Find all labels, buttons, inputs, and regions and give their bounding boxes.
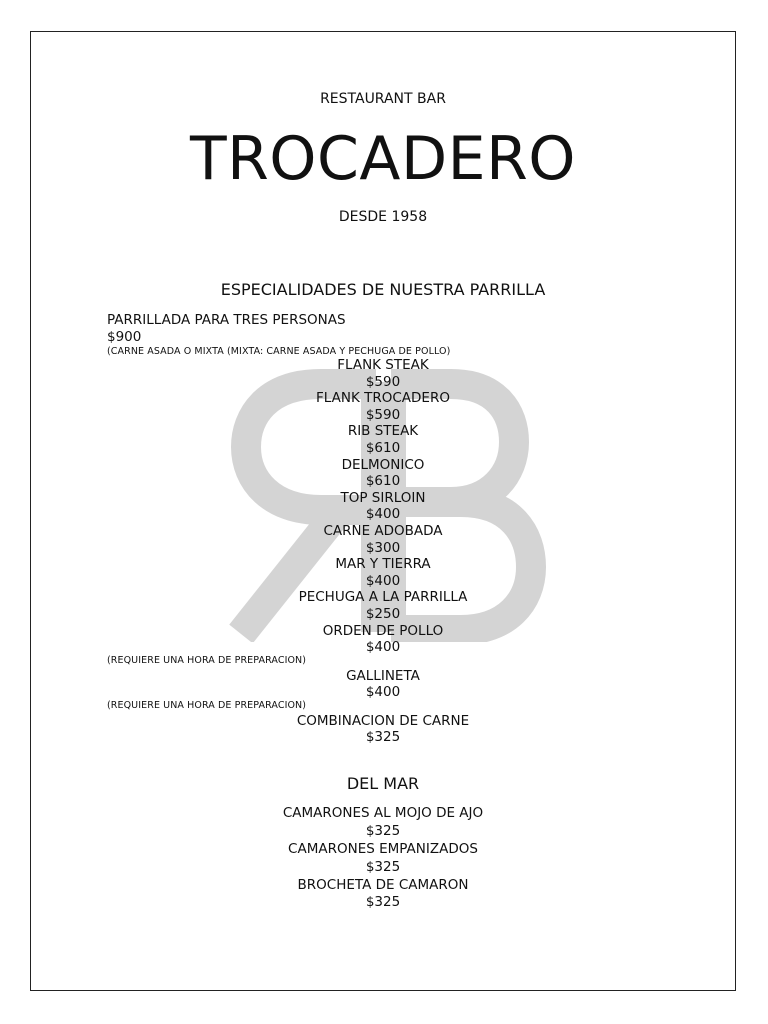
menu-item: [31, 713, 735, 746]
menu-item: [31, 457, 735, 490]
menu-item: [31, 668, 735, 701]
menu-item: [31, 805, 735, 841]
menu-item: [31, 877, 735, 913]
item-price: $300: [365, 539, 401, 556]
item-price: $250: [365, 605, 401, 622]
item-name: RIB STEAK: [347, 423, 419, 440]
menu-item: [31, 623, 735, 656]
item-name: CAMARONES AL MOJO DE AJO: [282, 805, 484, 821]
item-price: $325: [365, 729, 401, 746]
item-price: $610: [365, 473, 401, 490]
item-name: COMBINACION DE CARNE: [296, 712, 470, 729]
item-price: $400: [365, 684, 401, 701]
item-name: BROCHETA DE CAMARON: [297, 876, 469, 893]
featured-item-note: (CARNE ASADA O MIXTA (MIXTA: CARNE ASADA Y PECHUGA DE POLLO): [107, 346, 451, 357]
item-name: MAR Y TIERRA: [335, 556, 431, 573]
item-name: FLANK STEAK: [337, 357, 429, 373]
prep-note: (REQUIERE UNA HORA DE PREPARACION): [107, 655, 307, 666]
restaurant-title: TROCADERO: [189, 124, 577, 194]
featured-item-name: PARRILLADA PARA TRES PERSONAS: [107, 312, 346, 328]
grill-item-list: [31, 357, 735, 746]
item-name: DELMONICO: [341, 456, 425, 473]
item-price: $325: [365, 894, 401, 911]
item-name: GALLINETA: [346, 667, 420, 684]
item-name: CARNE ADOBADA: [323, 522, 443, 539]
menu-item: [31, 423, 735, 456]
menu-item: [31, 357, 735, 390]
item-price: $590: [365, 373, 401, 390]
featured-item-price: $900: [107, 329, 142, 345]
item-price: $610: [365, 439, 401, 456]
item-name: ORDEN DE POLLO: [322, 622, 444, 639]
since-year: DESDE 1958: [338, 209, 428, 225]
prep-note: (REQUIERE UNA HORA DE PREPARACION): [107, 700, 307, 711]
menu-item: [31, 490, 735, 523]
item-price: $325: [365, 822, 401, 839]
sea-item-list: [31, 805, 735, 912]
item-price: $400: [365, 506, 401, 523]
item-name: CAMARONES EMPANIZADOS: [288, 840, 478, 857]
item-name: PECHUGA A LA PARRILLA: [298, 589, 468, 606]
grill-section-heading: ESPECIALIDADES DE NUESTRA PARRILLA: [220, 280, 546, 299]
menu-item: [31, 556, 735, 589]
item-price: $400: [365, 639, 401, 656]
sea-section-heading: DEL MAR: [346, 774, 420, 793]
item-price: $590: [365, 406, 401, 423]
item-price: $325: [365, 858, 401, 875]
menu-item: [31, 589, 735, 622]
item-name: FLANK TROCADERO: [316, 390, 450, 407]
menu-item: [31, 523, 735, 556]
item-price: $400: [365, 572, 401, 589]
restaurant-subtitle: RESTAURANT BAR: [320, 91, 446, 107]
item-name: TOP SIRLOIN: [340, 489, 426, 506]
menu-item: [31, 390, 735, 423]
menu-page: [30, 31, 736, 991]
menu-item: [31, 841, 735, 877]
